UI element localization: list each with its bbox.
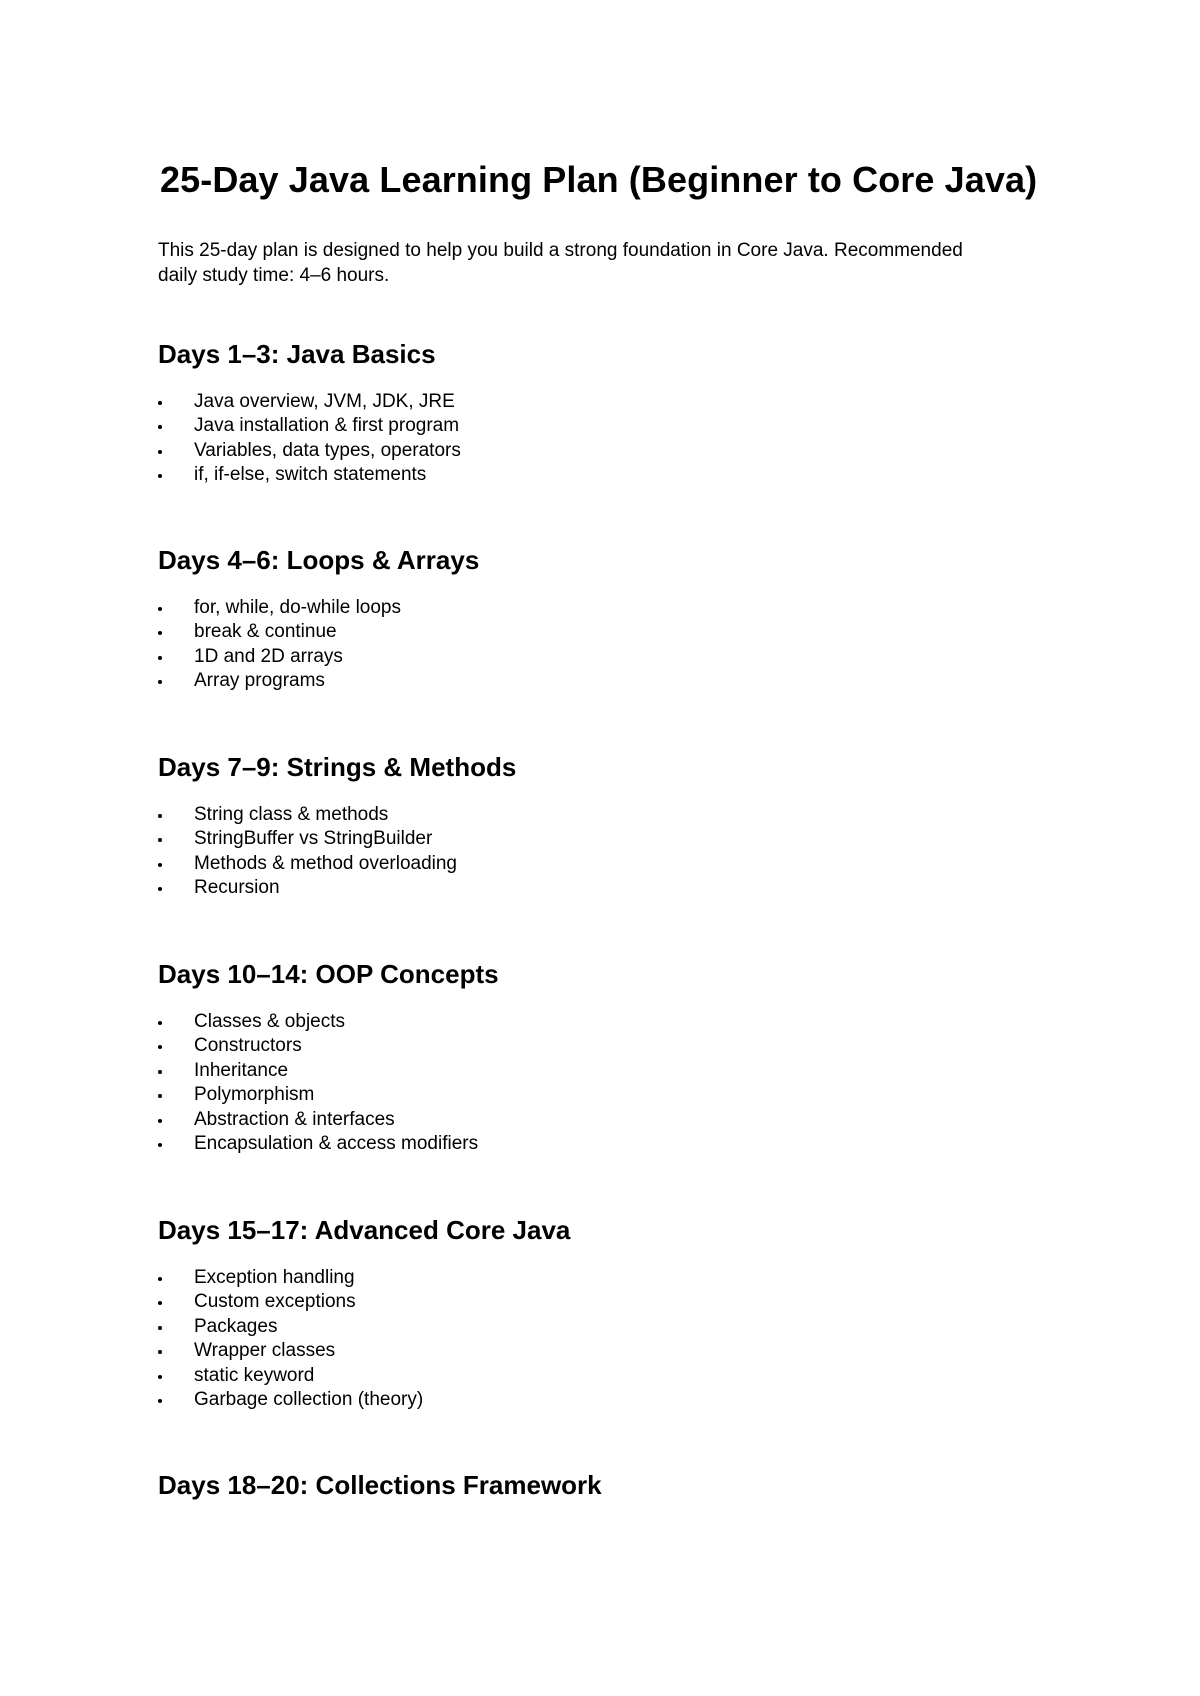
list-item-text: Classes & objects [194,1011,346,1032]
list-item-text: if, if-else, switch statements [194,464,427,486]
bullet-icon [158,1021,162,1025]
list-item-text: Wrapper classes [194,1340,336,1362]
list-item [158,390,1058,414]
list-item-text: Recursion [194,877,280,899]
list-item [158,414,1058,438]
bullet-icon [158,607,162,611]
bullet-icon [158,680,162,684]
list-item-text: 1D and 2D arrays [194,645,343,667]
bullet-icon [158,656,162,660]
list-item-text: Garbage collection (theory) [194,1389,424,1411]
list-item [158,1290,1058,1314]
topic-list [158,1266,1058,1412]
list-item [158,827,1058,851]
list-item [158,852,1058,876]
bullet-icon [158,474,162,478]
section-oop-concepts [158,956,1058,1156]
list-item [158,1364,1058,1388]
bullet-icon [158,863,162,867]
bullet-icon [158,450,162,454]
list-item-text: Constructors [194,1035,302,1057]
list-item-text: Inheritance [194,1059,289,1081]
bullet-icon [158,425,162,429]
intro-line-1: This 25-day plan is designed to help you build a strong foundation in Core Java. Recommended [158,240,963,261]
list-item [158,669,1058,693]
list-item-text: static keyword [194,1364,315,1386]
section-collections-framework [158,1467,1058,1503]
list-item [158,645,1058,669]
section-advanced-core-java [158,1212,1058,1412]
bullet-icon [158,1326,162,1330]
section-heading: Days 18–20: Collections Framework [158,1470,602,1500]
bullet-icon [158,1277,162,1281]
topic-list [158,803,1058,901]
list-item [158,596,1058,620]
list-item [158,1108,1058,1132]
section-strings-methods [158,749,1058,901]
list-item-text: Polymorphism [194,1084,315,1106]
list-item-text: String class & methods [194,804,389,825]
intro-paragraph [158,238,1058,288]
list-item [158,1132,1058,1156]
section-heading: Days 4–6: Loops & Arrays [158,545,480,575]
intro-line-2: daily study time: 4–6 hours. [158,265,390,286]
list-item [158,803,1058,827]
list-item-text: Custom exceptions [194,1291,356,1313]
list-item-text: Methods & method overloading [194,852,457,874]
list-item-text: Array programs [194,670,325,692]
bullet-icon [158,1375,162,1379]
list-item [158,1266,1058,1290]
section-java-basics [158,336,1058,488]
list-item [158,1315,1058,1339]
list-item-text: break & continue [194,621,337,643]
list-item [158,439,1058,463]
section-loops-arrays [158,542,1058,694]
bullet-icon [158,838,162,842]
list-item [158,620,1058,644]
bullet-icon [158,1143,162,1147]
list-item-text: Java overview, JVM, JDK, JRE [194,391,455,412]
list-item [158,1034,1058,1058]
section-heading: Days 15–17: Advanced Core Java [158,1215,571,1245]
section-heading: Days 7–9: Strings & Methods [158,752,517,782]
bullet-icon [158,887,162,891]
bullet-icon [158,1350,162,1354]
list-item-text: Abstraction & interfaces [194,1108,395,1130]
bullet-icon [158,631,162,635]
bullet-icon [158,1301,162,1305]
list-item [158,1083,1058,1107]
list-item-text: StringBuffer vs StringBuilder [194,828,433,850]
list-item [158,1059,1058,1083]
list-item [158,1010,1058,1034]
list-item-text: Variables, data types, operators [194,439,461,461]
document-title: 25-Day Java Learning Plan (Beginner to Core Java) [160,159,1038,200]
bullet-icon [158,1119,162,1123]
list-item-text: Exception handling [194,1267,355,1288]
list-item [158,876,1058,900]
list-item-text: Encapsulation & access modifiers [194,1133,479,1155]
bullet-icon [158,814,162,818]
bullet-icon [158,1045,162,1049]
bullet-icon [158,1094,162,1098]
bullet-icon [158,401,162,405]
topic-list [158,1010,1058,1156]
list-item [158,1339,1058,1363]
list-item-text: Packages [194,1315,278,1337]
list-item-text: Java installation & first program [194,415,460,437]
section-heading: Days 10–14: OOP Concepts [158,959,499,989]
list-item-text: for, while, do-while loops [194,597,401,618]
bullet-icon [158,1070,162,1074]
section-heading: Days 1–3: Java Basics [158,339,436,369]
list-item [158,1388,1058,1412]
topic-list [158,596,1058,694]
topic-list [158,390,1058,488]
list-item [158,463,1058,487]
bullet-icon [158,1399,162,1403]
